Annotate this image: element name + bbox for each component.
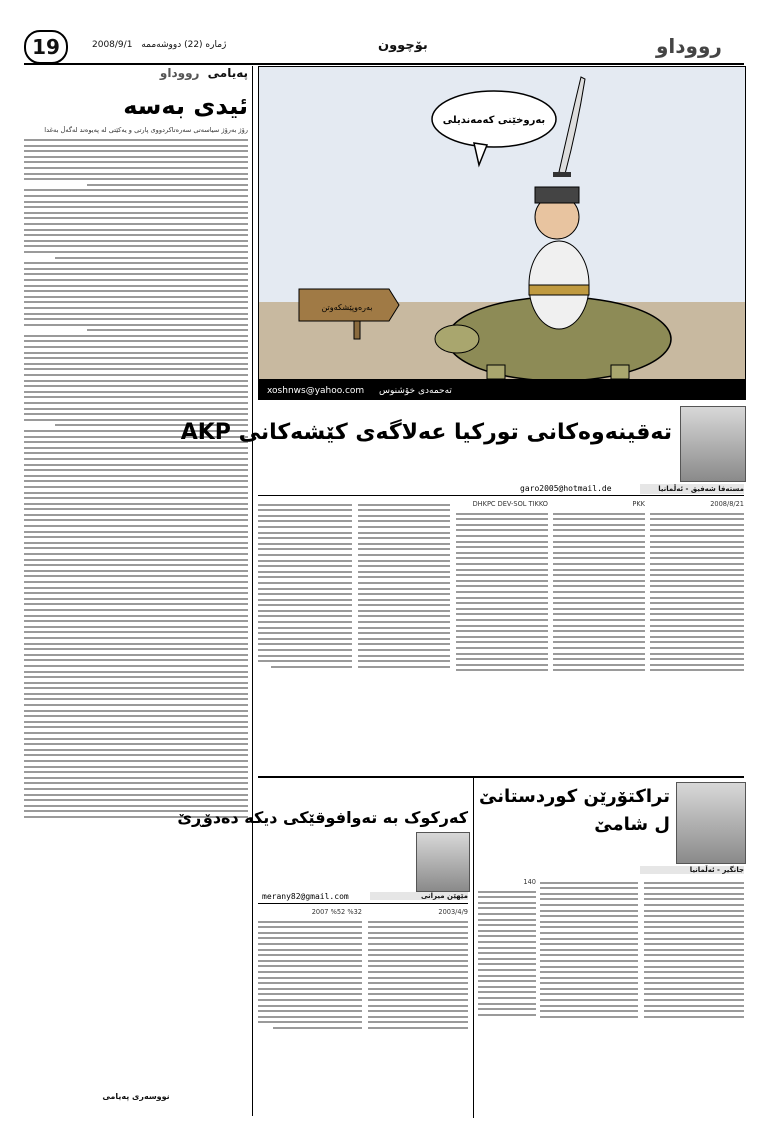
- article1-tikko: TIKKO: [528, 500, 548, 508]
- article2-snippet-pct2: %32: [347, 908, 362, 916]
- article1-title-kurdish: تەقینەوەکانی تورکیا عەلاگەی کێشەکانی: [238, 420, 672, 445]
- article2-snippet-year: 2007: [311, 908, 329, 916]
- article1-title: [180, 420, 672, 445]
- issue-date: [92, 40, 226, 50]
- article1-author: مستەفا شەفیق - ئەڵمانیا: [640, 484, 744, 494]
- rider-belt: [529, 285, 589, 295]
- article2-title: کەرکوک بە تەوافوقێکی دیکە دەدۆڕێ: [177, 808, 468, 827]
- article2-col-2: [368, 908, 468, 1116]
- article3-author-photo: [676, 782, 746, 864]
- article1-col-1: [650, 500, 744, 772]
- article1-dhkpc: DHKPC: [472, 500, 496, 508]
- article2-email: merany82@gmail.com: [262, 892, 349, 901]
- signpost-text: بەرەوپێشکەوتن: [321, 303, 373, 312]
- issue-date-value: 2008/9/1: [92, 40, 133, 50]
- editorial-label-text: پەیامی: [207, 66, 248, 80]
- article1-col-3: [456, 500, 548, 772]
- editorial-label-logo: رووداو: [159, 66, 200, 80]
- article3-title-line2: ل شامێ: [594, 814, 670, 835]
- editorial-label: [110, 66, 248, 86]
- turtle-leg: [487, 365, 505, 379]
- article3-author: جانگیر - ئەڵمانیا: [640, 866, 744, 874]
- article1-pkk-snippet: PKK: [632, 500, 645, 508]
- article2-col-3: [258, 908, 362, 1116]
- article3-col-1: [644, 878, 744, 1116]
- cartoon-caption-name: تەحمەدی خۆشنوس: [379, 386, 452, 396]
- article2-snippet-figures: [258, 908, 362, 917]
- cartoon-caption-email: xoshnws@yahoo.com: [267, 386, 365, 396]
- cartoon-drawing: [259, 67, 745, 399]
- article1-devsol: DEV-SOL: [497, 500, 527, 508]
- masthead-rule: [24, 63, 744, 65]
- editorial-body: [24, 126, 248, 1086]
- article3-title: تراکتۆرێن کوردستانێ: [479, 786, 670, 807]
- article2-snippet-140: 140: [523, 878, 536, 886]
- sidebar-divider: [252, 66, 253, 1116]
- article2-author: مێهێن میرانی: [370, 892, 468, 900]
- article2-col-1: [478, 878, 536, 1116]
- article1-date-snippet: 2008/8/21: [710, 500, 744, 508]
- sword-hilt: [553, 172, 571, 177]
- turtle-head: [435, 325, 479, 353]
- article1-title-latin: AKP: [180, 420, 231, 445]
- rider-turban: [535, 187, 579, 203]
- cartoon: [258, 66, 746, 400]
- article2-snippet-pct1: %52: [330, 908, 346, 916]
- turtle-leg: [611, 365, 629, 379]
- editorial-title: ئیدی بەسە: [123, 92, 248, 120]
- article2-email-rule: [258, 903, 468, 904]
- article1-col-2: [553, 500, 645, 772]
- article1-bottom-rule: [258, 776, 744, 778]
- issue-number: ژمارە (22) دووشەممە: [141, 40, 227, 50]
- article2-author-photo: [416, 832, 470, 892]
- editorial-author: نووسەری پەیامی: [102, 1092, 170, 1101]
- speech-bubble-text: بەروخێنی کەمەندیلی: [442, 115, 546, 126]
- article1-col-4: [358, 500, 450, 772]
- editorial-intro: رۆژ بەرۆژ سیاسەتی سەرەتاکردووی پارتی و یەکێتی لە پەیوەند لەگەڵ بەغدا: [44, 126, 248, 134]
- section-title: بۆچوون: [378, 38, 428, 53]
- newspaper-logo: رووداو: [656, 34, 722, 58]
- article1-email: garo2005@hotmail.de: [520, 484, 612, 493]
- page-number-badge: [24, 30, 68, 64]
- article1-col-5: [258, 500, 352, 772]
- article1-dhkpc-snippet: [456, 500, 548, 509]
- article2-snippet-date: 2003/4/9: [438, 908, 468, 916]
- article1-email-rule: [258, 495, 744, 496]
- column-divider: [473, 778, 474, 1118]
- article3-col-2: [540, 878, 638, 1116]
- article1-author-photo: [680, 406, 746, 482]
- page-number: 19: [32, 35, 60, 59]
